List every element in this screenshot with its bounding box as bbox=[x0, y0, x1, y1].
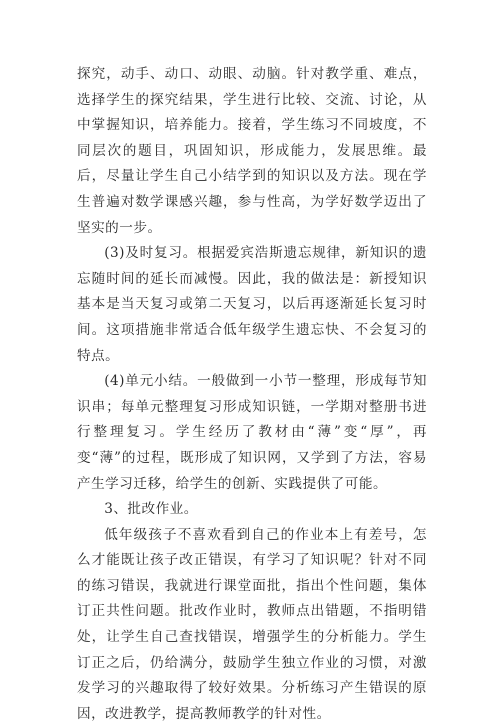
paragraph-inquiry-summary: 探究，动手、动口、动眼、动脑。针对教学重、难点，选择学生的探究结果，学生进行比较、交流、讨论，从中掌握知识，培养能力。接着，学生练习不同坡度，不同层次的题目，巩固知识，形成能力，发展思维。最后，尽量让学生自己小结学到的知识以及方法。现在学生普遍对数学课感兴趣，参与性高，为学好数学迈出了坚实的一步。 bbox=[77, 66, 427, 236]
paragraph-unit-summary: (4)单元小结。一般做到一小节一整理，形成每节知识串；每单元整理复习形成知识链，一学期对整册书进行整理复习。学生经历了教材由“薄”变“厚”，再变“薄”的过程，既形成了知识网，又学到了方法，容易产生学习迁移，给学生的创新、实践提供了可能。 bbox=[77, 373, 427, 492]
paragraph-grading-homework: 低年级孩子不喜欢看到自己的作业本上有差号，怎么才能既让孩子改正错误，有学习了知识呢？针对不同的练习错误，我就进行课堂面批，指出个性问题，集体订正共性问题。批改作业时，教师点出错题，不指明错处，让学生自己查找错误，增强学生的分析能力。学生订正之后，仍给满分，鼓励学生独立作业的习惯，对激发学习的兴趣取得了较好效果。分析练习产生错误的原因，改进教学，提高教师教学的针对性。 bbox=[77, 526, 427, 722]
document-body bbox=[77, 62, 427, 727]
section-heading-grading: 3、批改作业。 bbox=[104, 501, 198, 518]
paragraph-timely-review: (3)及时复习。根据爱宾浩斯遗忘规律，新知识的遗忘随时间的延长而减慢。因此，我的做法是：新授知识基本是当天复习或第二天复习，以后再逐渐延长复习时间。这项措施非常适合低年级学生遗忘快、不会复习的特点。 bbox=[77, 245, 427, 364]
